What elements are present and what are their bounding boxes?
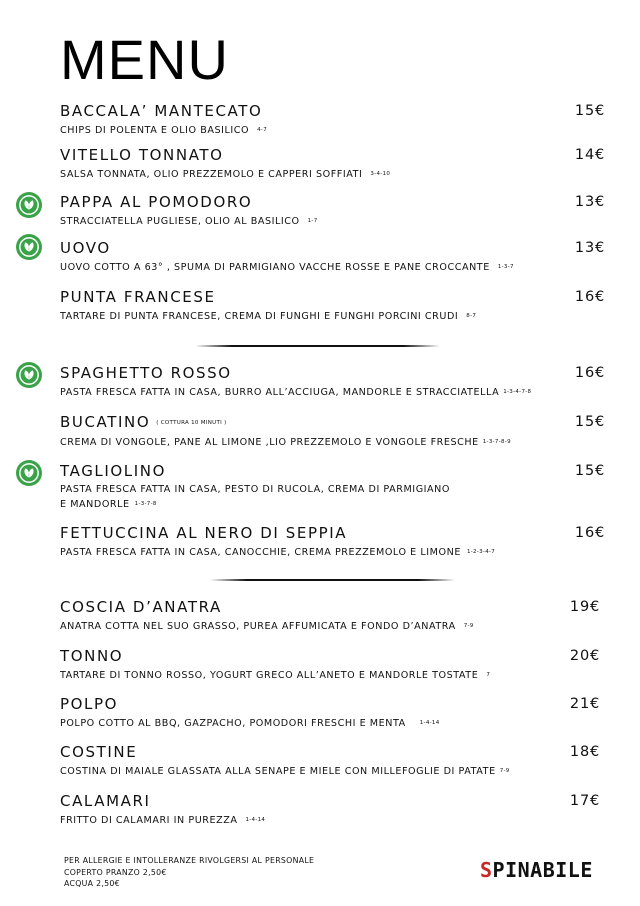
- item-price: 16€: [574, 289, 605, 305]
- item-price: 16€: [574, 365, 605, 381]
- item-name: PAPPA AL POMODORO: [60, 193, 253, 211]
- menu-item: [60, 461, 605, 512]
- item-price: 20€: [569, 648, 600, 664]
- item-name: COSCIA D’ANATRA: [60, 598, 222, 616]
- menu-item: [60, 145, 605, 182]
- item-name: TONNO: [60, 647, 124, 665]
- allergens: 8-7: [466, 313, 477, 319]
- item-price: 15€: [574, 463, 605, 479]
- item-description: STRACCIATELLA PUGLIESE, OLIO AL BASILICO 1-7: [60, 216, 318, 227]
- menu-item: [60, 363, 605, 400]
- item-description: SALSA TONNATA, OLIO PREZZEMOLO E CAPPERI SOFFIATI 3-4-10: [60, 169, 391, 180]
- item-description: PASTA FRESCA FATTA IN CASA, PESTO DI RUCOLA, CREMA DI PARMIGIANO: [60, 484, 450, 495]
- item-name: VITELLO TONNATO: [60, 146, 224, 164]
- allergy-notice: PER ALLERGIE E INTOLLERANZE RIVOLGERSI AL PERSONALE: [64, 856, 315, 865]
- menu-item: [60, 646, 605, 683]
- cover-charge: COPERTO PRANZO 2,50€: [64, 867, 167, 877]
- allergens: 1-3-7: [497, 264, 514, 270]
- allergens: 1-3-7-8: [134, 501, 157, 507]
- item-description: FRITTO DI CALAMARI IN PUREZZA 1-4-14: [60, 815, 266, 826]
- item-description: PASTA FRESCA FATTA IN CASA, CANOCCHIE, CREMA PREZZEMOLO E LIMONE 1-2-3-4-7: [60, 547, 496, 558]
- item-description: PASTA FRESCA FATTA IN CASA, BURRO ALL’ACCIUGA, MANDORLE E STRACCIATELLA 1-3-4-7-8: [60, 387, 532, 398]
- item-name: SPAGHETTO ROSSO: [60, 364, 232, 382]
- page-title: MENU: [60, 28, 229, 91]
- menu-item: [60, 523, 605, 560]
- allergens: 7: [486, 672, 491, 678]
- menu-item: [60, 791, 605, 828]
- allergens: 1-2-3-4-7: [466, 549, 496, 555]
- item-price: 19€: [569, 599, 600, 615]
- item-description-cont: E MANDORLE 1-3-7-8: [60, 499, 157, 510]
- footer-notes: [64, 855, 314, 890]
- item-name: CALAMARI: [60, 792, 151, 810]
- item-price: 14€: [574, 147, 605, 163]
- item-name: COSTINE: [60, 743, 138, 761]
- water-price: ACQUA 2,50€: [64, 879, 120, 888]
- item-price: 17€: [569, 793, 600, 809]
- allergens: 4-7: [257, 127, 267, 133]
- item-description: COSTINA DI MAIALE GLASSATA ALLA SENAPE E MIELE CON MILLEFOGLIE DI PATATE 7-9: [60, 766, 510, 777]
- allergens: 1-4-14: [245, 817, 266, 823]
- menu-item: [60, 597, 605, 634]
- item-name: PUNTA FRANCESE: [60, 288, 216, 306]
- item-name: FETTUCCINA AL NERO DI SEPPIA: [60, 524, 348, 542]
- allergens: 1-4-14: [419, 720, 440, 726]
- menu-item: [60, 742, 605, 779]
- item-name: UOVO: [60, 239, 111, 257]
- item-name: BACCALA’ MANTECATO: [60, 102, 263, 120]
- vegetarian-leaf-icon: [16, 192, 42, 218]
- menu-item: [60, 287, 605, 324]
- item-description: ANATRA COTTA NEL SUO GRASSO, PUREA AFFUMICATA E FONDO D’ANATRA 7-9: [60, 621, 474, 632]
- item-description: TARTARE DI PUNTA FRANCESE, CREMA DI FUNGHI E FUNGHI PORCINI CRUDI 8-7: [60, 311, 477, 322]
- allergens: 7-9: [499, 768, 510, 774]
- item-name: POLPO: [60, 695, 119, 713]
- item-price: 13€: [574, 194, 605, 210]
- item-description: UOVO COTTO A 63° , SPUMA DI PARMIGIANO VACCHE ROSSE E PANE CROCCANTE 1-3-7: [60, 262, 514, 273]
- allergens: 3-4-10: [370, 171, 391, 177]
- menu-item: [60, 694, 605, 731]
- vegetarian-leaf-icon: [16, 460, 42, 486]
- vegetarian-leaf-icon: [16, 362, 42, 388]
- allergens: 7-9: [463, 623, 474, 629]
- menu-item: [60, 101, 605, 138]
- item-price: 13€: [574, 240, 605, 256]
- item-description: CHIPS DI POLENTA E OLIO BASILICO 4-7: [60, 125, 267, 136]
- menu-item: [60, 238, 605, 275]
- item-description: TARTARE DI TONNO ROSSO, YOGURT GRECO ALL’ANETO E MANDORLE TOSTATE 7: [60, 670, 491, 681]
- item-price: 15€: [574, 414, 605, 430]
- item-price: 16€: [574, 525, 605, 541]
- allergens: 1-3-7-8-9: [482, 438, 511, 445]
- item-price: 18€: [569, 744, 600, 760]
- item-description: CREMA DI VONGOLE, PANE AL LIMONE ,LIO PREZZEMOLO E VONGOLE FRESCHE 1-3-7-8-9: [60, 436, 511, 448]
- item-note: ( COTTURA 10 MINUTI ): [156, 419, 227, 426]
- item-name: TAGLIOLINO: [60, 462, 167, 480]
- menu-item: [60, 192, 605, 229]
- vegetarian-leaf-icon: [16, 234, 42, 260]
- allergens: 1-7: [307, 218, 318, 224]
- spinabile-logo: SPINABILE: [480, 858, 593, 882]
- section-divider: [195, 345, 440, 347]
- item-name: BUCATINO ( COTTURA 10 MINUTI ): [60, 413, 227, 431]
- menu-item: [60, 412, 605, 450]
- section-divider: [210, 579, 455, 581]
- item-price: 21€: [569, 696, 600, 712]
- item-price: 15€: [574, 103, 605, 119]
- allergens: 1-3-4-7-8: [503, 389, 532, 395]
- item-description: POLPO COTTO AL BBQ, GAZPACHO, POMODORI FRESCHI E MENTA 1-4-14: [60, 718, 440, 729]
